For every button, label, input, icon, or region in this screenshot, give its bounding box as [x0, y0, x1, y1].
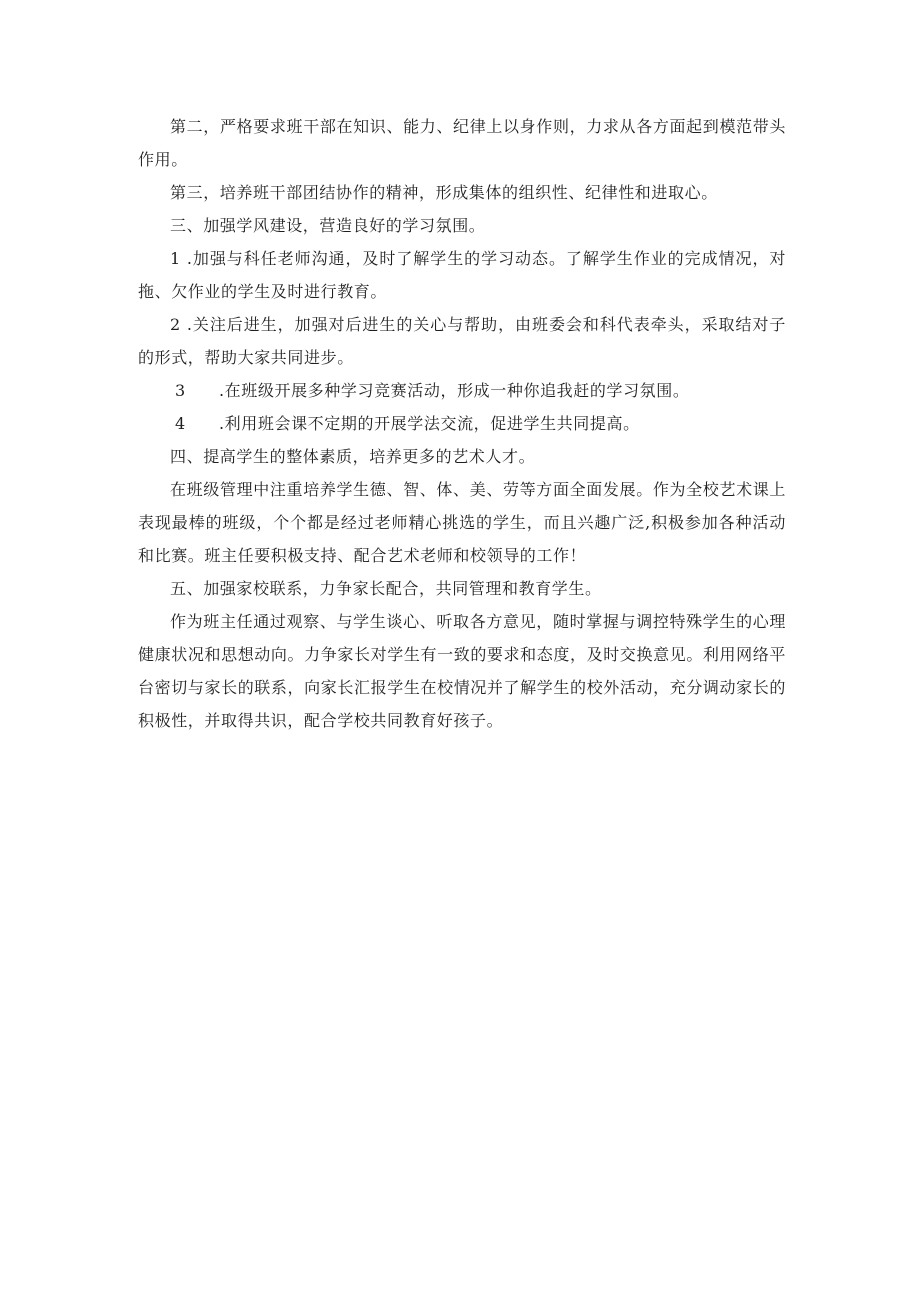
list-number: 3: [175, 381, 186, 400]
section-heading-overall-quality: 四、提高学生的整体素质，培养更多的艺术人才。: [170, 447, 536, 466]
list-item-text: .利用班会课不定期的开展学法交流，促进学生共同提高。: [219, 414, 640, 433]
section-heading-home-school: 五、加强家校联系，力争家长配合，共同管理和教育学生。: [170, 579, 602, 598]
paragraph-class-cadre-example: 第二，严格要求班干部在知识、能力、纪律上以身作则，力求从各方面起到模范带头作用。: [138, 117, 786, 169]
list-item-struggling-students: 2 .关注后进生，加强对后进生的关心与帮助，由班委会和科代表牵头，采取结对子的形式，帮助大家共同进步。: [138, 315, 786, 367]
paragraph-home-school-contact: 作为班主任通过观察、与学生谈心、听取各方意见，随时掌握与调控特殊学生的心理健康状况和思想动向。力争家长对学生有一致的要求和态度，及时交换意见。利用网络平台密切与家长的联系，向家长汇报学生在校情况并了解学生的校外活动，充分调动家长的积极性，并取得共识，配合学校共同教育好孩子。: [138, 612, 786, 730]
document-body: [138, 110, 786, 737]
list-item-study-exchange: [138, 407, 786, 440]
paragraph-all-round-development: 在班级管理中注重培养学生德、智、体、美、劳等方面全面发展。作为全校艺术课上表现最棒的班级，个个都是经过老师精心挑选的学生，而且兴趣广泛,积极参加各种活动和比赛。班主任要积极支持、配合艺术老师和校领导的工作！: [138, 480, 786, 565]
list-item-competitions: [138, 374, 786, 407]
paragraph-class-cadre-unity: 第三，培养班干部团结协作的精神，形成集体的组织性、纪律性和进取心。: [170, 183, 718, 202]
list-item-text: .在班级开展多种学习竞赛活动，形成一种你追我赶的学习氛围。: [219, 381, 690, 400]
section-heading-study-style: 三、加强学风建设，营造良好的学习氛围。: [170, 216, 486, 235]
list-number: 4: [175, 414, 186, 433]
list-item-teacher-communication: 1 .加强与科任老师沟通，及时了解学生的学习动态。了解学生作业的完成情况，对拖、欠作业的学生及时进行教育。: [138, 249, 786, 301]
